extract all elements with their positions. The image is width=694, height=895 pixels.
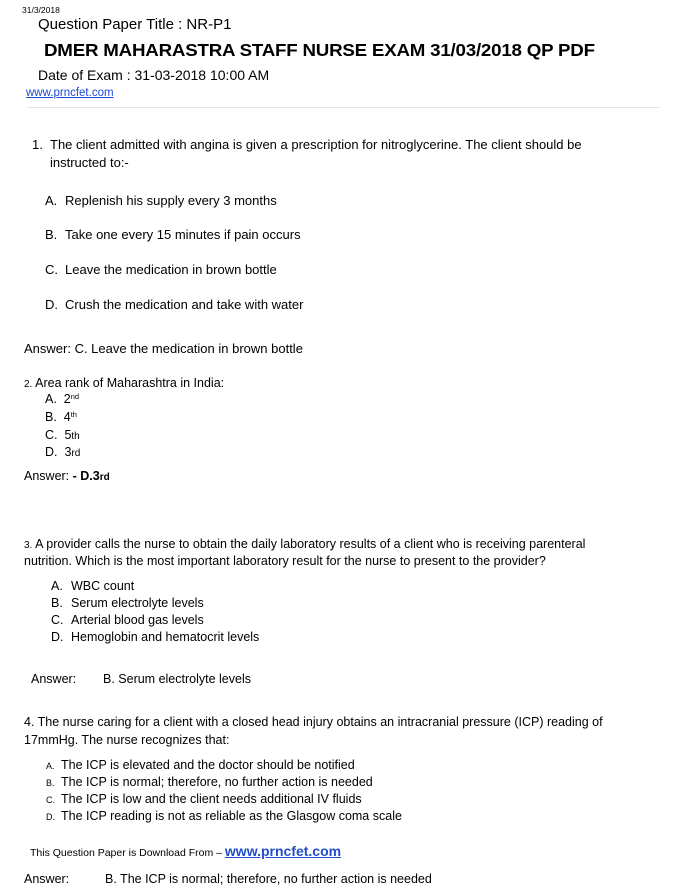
option-suffix: th [70, 410, 77, 419]
question-number: 3. [24, 540, 33, 551]
option-letter: D. [45, 445, 58, 459]
answer-suffix: rd [99, 472, 110, 483]
option-letter: A. [46, 761, 55, 771]
question-number: 1. [32, 137, 43, 152]
option-text: The ICP is low and the client needs additional IV fluids [61, 792, 362, 806]
option-row [45, 445, 80, 459]
option-letter: B. [45, 410, 57, 424]
option-letter: A. [51, 579, 63, 593]
option-letter: C. [45, 428, 58, 442]
question-text: Area rank of Maharashtra in India: [35, 376, 225, 390]
option-letter: A. [45, 392, 57, 406]
option-text: Crush the medication and take with water [65, 297, 304, 312]
option-letter: C. [45, 262, 58, 277]
page-title: DMER MAHARASTRA STAFF NURSE EXAM 31/03/2018 QP PDF [44, 40, 595, 60]
question-text-line-2: nutrition. Which is the most important laboratory result for the nurse to present to the provider? [24, 554, 546, 568]
option-text: Leave the medication in brown bottle [65, 262, 277, 277]
print-date: 31/3/2018 [22, 5, 60, 15]
question-paper-title: Question Paper Title : NR-P1 [38, 16, 232, 33]
answer-label: Answer: [24, 872, 70, 886]
answer-text: Answer: C. Leave the medication in brown bottle [24, 341, 303, 356]
answer-label: Answer: [31, 672, 77, 686]
question-text-line-1: The client admitted with angina is given a prescription for nitroglycerine. The client should be [50, 137, 582, 152]
option-text: The ICP is elevated and the doctor should be notified [61, 758, 355, 772]
option-text: Take one every 15 minutes if pain occurs [65, 227, 301, 242]
website-link[interactable]: www.prncfet.com [26, 87, 114, 99]
question-text-line-2: instructed to:- [50, 155, 129, 170]
option-text: WBC count [71, 579, 135, 593]
question-text-line-1: A provider calls the nurse to obtain the daily laboratory results of a client who is receiving parenteral [35, 537, 586, 551]
download-note-text: This Question Paper is Download From – [30, 847, 225, 859]
option-value: 4 [63, 410, 71, 424]
download-note [30, 843, 341, 861]
option-value: 5 [64, 428, 72, 442]
option-letter: D. [45, 297, 58, 312]
question-text-line-1: 4. The nurse caring for a client with a closed head injury obtains an intracranial pressure (ICP) reading of [24, 715, 603, 729]
question-text-line-2: 17mmHg. The nurse recognizes that: [24, 733, 230, 747]
option-suffix: th [71, 431, 80, 442]
answer-value: B. The ICP is normal; therefore, no further action is needed [105, 872, 432, 886]
option-text: The ICP is normal; therefore, no further action is needed [61, 775, 373, 789]
option-value: 2 [63, 392, 71, 406]
question-number: 2. [24, 379, 33, 390]
answer-row [24, 469, 110, 483]
option-letter: B. [45, 227, 58, 242]
option-text: Hemoglobin and hematocrit levels [71, 630, 260, 644]
answer-value: - D.3 [72, 469, 100, 483]
option-row [45, 410, 77, 424]
option-suffix: rd [71, 448, 81, 459]
option-letter: D. [51, 630, 64, 644]
download-link[interactable]: www.prncfet.com [224, 843, 342, 859]
option-row [45, 392, 79, 406]
option-text: The ICP reading is not as reliable as the Glasgow coma scale [61, 809, 402, 823]
option-letter: C. [46, 795, 55, 805]
header-divider [27, 107, 659, 108]
answer-label: Answer: [24, 469, 73, 483]
option-letter: D. [46, 812, 55, 822]
option-text: Arterial blood gas levels [71, 613, 204, 627]
option-suffix: nd [70, 392, 80, 401]
option-value: 3 [64, 445, 72, 459]
answer-value: B. Serum electrolyte levels [103, 672, 251, 686]
option-text: Serum electrolyte levels [71, 596, 204, 610]
option-letter: C. [51, 613, 64, 627]
option-letter: A. [45, 193, 58, 208]
option-letter: B. [51, 596, 63, 610]
exam-date: Date of Exam : 31-03-2018 10:00 AM [38, 67, 270, 83]
option-row [45, 428, 80, 442]
option-text: Replenish his supply every 3 months [65, 193, 277, 208]
option-letter: B. [46, 778, 55, 788]
